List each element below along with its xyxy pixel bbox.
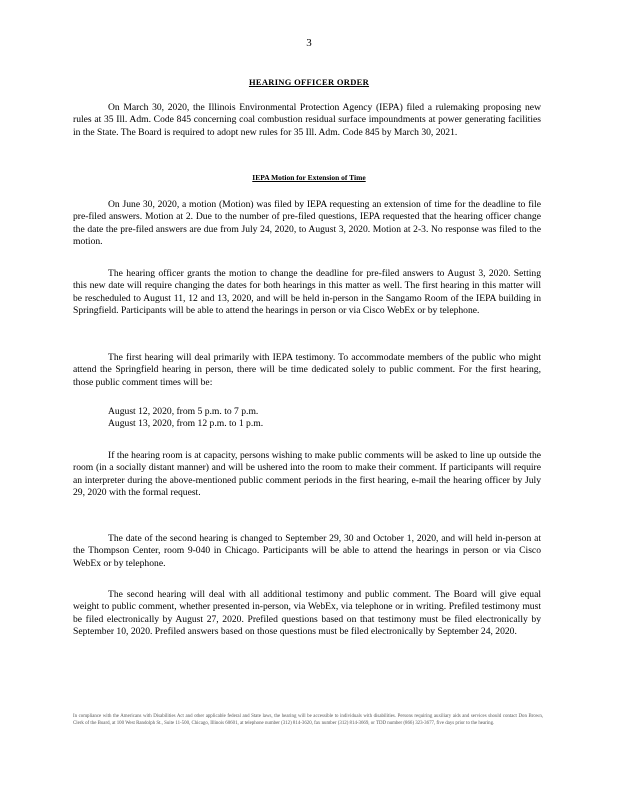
order-heading: HEARING OFFICER ORDER — [248, 77, 370, 87]
intro-paragraph: On March 30, 2020, the Illinois Environmental Protection Agency (IEPA) filed a rulemaking proposing new rules at 35 Ill. Adm. Code 845 concerning coal combustion residual surface impoundments at power generating facilities in the State. The Board is required to adopt new rules for 35 Ill. Adm. Code 845 by March 30, 2021. — [73, 102, 541, 138]
public-comment-times — [108, 406, 263, 431]
comment-time-line: August 13, 2020, from 12 p.m. to 1 p.m. — [108, 418, 264, 430]
second-hearing-paragraph: The second hearing will deal with all additional testimony and public comment. The Board will give equal weight to public comment, whether presented in-person, via WebEx, via telephone or in writing. Prefiled testimony must be filed electronically by August 27, 2020. Prefiled questions based on that testimony must be filed electronically by September 10, 2020. Prefiled answers based on those questions must be filed electronically by September 24, 2020. — [73, 589, 541, 637]
motion-paragraph: On June 30, 2020, a motion (Motion) was filed by IEPA requesting an extension of time for the deadline to file pre-filed answers. Motion at 2. Due to the number of pre-filed questions, IEPA requested that the hearing officer change the date the pre-filed answers are due from July 24, 2020, to August 3, 2020. Motion at 2-3. No response was filed to the motion. — [73, 199, 541, 247]
second-hearing-date-paragraph: The date of the second hearing is changed to September 29, 30 and October 1, 2020, and will held in-person at the Thompson Center, room 9-040 in Chicago. Participants will be able to attend the hearings in person or via Cisco WebEx or by telephone. — [73, 533, 541, 569]
comment-time-line: August 12, 2020, from 5 p.m. to 7 p.m. — [108, 406, 259, 417]
page-number: 3 — [306, 37, 312, 49]
ada-footer-note: In compliance with the Americans with Disabilities Act and other applicable federal and State laws, the hearing will be accessible to individuals with disabilities. Persons requiring auxiliary aids and services should contact Don Brown, Clerk of the Board, at 100 West Randolph St., Suite 11-500, Chicago, Illinois 60601, at telephone number (312) 814-3620, fax number (312) 814-3669, or TDD number (866) 323-3677, five days prior to the hearing. — [73, 714, 543, 727]
motion-subheading: IEPA Motion for Extension of Time — [252, 173, 366, 182]
grant-paragraph: The hearing officer grants the motion to change the deadline for pre-filed answers to August 3, 2020. Setting this new date will require changing the dates for both hearings in this matter as well. The first hearing in this matter will be rescheduled to August 11, 12 and 13, 2020, and will be held in-person in the Sangamo Room of the IEPA building in Springfield. Participants will be able to attend the hearings in person or via Cisco WebEx or by telephone. — [73, 268, 541, 316]
capacity-paragraph: If the hearing room is at capacity, persons wishing to make public comments will be asked to line up outside the room (in a socially distant manner) and will be ushered into the room to make their comment. If participants will require an interpreter during the above-mentioned public comment periods in the first hearing, e-mail the hearing officer by July 29, 2020 with the formal request. — [73, 450, 541, 498]
first-hearing-paragraph: The first hearing will deal primarily with IEPA testimony. To accommodate members of the public who might attend the Springfield hearing in person, there will be time dedicated solely to public comment. For the first hearing, those public comment times will be: — [73, 352, 541, 388]
